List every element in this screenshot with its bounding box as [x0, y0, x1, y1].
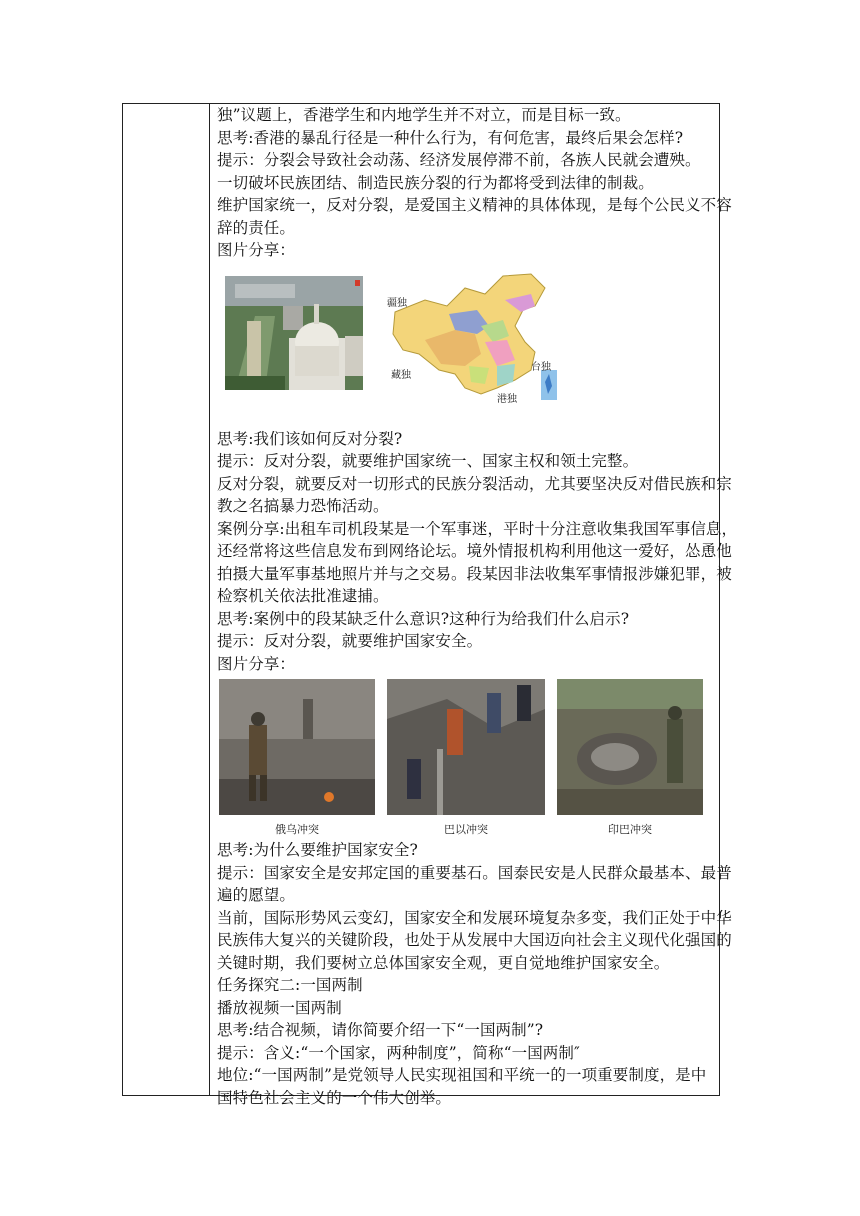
- text-line: 独”议题上，香港学生和内地学生并不对立，而是目标一致。: [217, 106, 631, 124]
- map-label-tibet: 藏独: [391, 369, 411, 381]
- text-line: 民族伟大复兴的关键阶段，也处于从发展中大国迈向社会主义现代化强国的: [217, 931, 732, 949]
- text-line: 当前，国际形势风云变幻，国家安全和发展环境复杂多变，我们正处于中华: [217, 908, 732, 927]
- israel-palestine-photo: [387, 679, 545, 815]
- russia-ukraine-photo: [219, 679, 375, 815]
- text-line: 辞的责任。: [217, 218, 296, 237]
- text-line: 检察机关依法批准逮捕。: [217, 587, 389, 605]
- text-line: 教之名搞暴力恐怖活动。: [217, 497, 389, 515]
- text-line: 图片分享：: [217, 654, 296, 673]
- text-line: 还经常将这些信息发布到网络论坛。境外情报机构利用他这一爱好，怂恿他: [217, 542, 732, 560]
- map-label-xinjiang: 疆独: [387, 297, 407, 309]
- caption-russia-ukraine: 俄乌冲突: [275, 823, 319, 836]
- text-block-1: [217, 104, 732, 262]
- text-line: 遍的愿望。: [217, 886, 296, 904]
- table-content-cell: [217, 104, 738, 1109]
- text-line: 思考:为什么要维护国家安全?: [217, 841, 418, 859]
- china-separatism-map: [385, 270, 565, 408]
- text-line: 思考:案例中的段某缺乏什么意识?这种行为给我们什么启示?: [217, 609, 630, 628]
- text-line: 关键时期，我们要树立总体国家安全观，更自觉地维护国家安全。: [217, 953, 670, 972]
- map-label-hongkong: 港独: [497, 393, 517, 405]
- text-line: 维护国家统一，反对分裂，是爱国主义精神的具体体现，是每个公民义不容: [217, 196, 732, 214]
- image-row-2: [217, 679, 715, 839]
- india-pakistan-photo: [557, 679, 703, 815]
- section-heading: 任务探究二:一国两制: [217, 976, 363, 994]
- text-line: 播放视频一国两制: [217, 998, 342, 1017]
- text-block-3: [217, 839, 732, 1109]
- caption-israel-palestine: 巴以冲突: [444, 823, 488, 836]
- text-line: 提示：含义:“一个国家，两种制度”，简称“一国两制″: [217, 1043, 580, 1062]
- text-line: 思考:我们该如何反对分裂?: [217, 429, 403, 448]
- text-line: 思考:结合视频，请你简要介绍一下“一国两制”?: [217, 1021, 544, 1039]
- text-line: 图片分享：: [217, 241, 296, 259]
- table-left-column: [123, 104, 210, 1095]
- text-line: 提示：反对分裂，就要维护国家统一、国家主权和领土完整。: [217, 452, 639, 470]
- text-line: 拍摄大量军事基地照片并与之交易。段某因非法收集军事情报涉嫌犯罪，被: [217, 564, 732, 583]
- text-line: 反对分裂，就要反对一切形式的民族分裂活动，尤其要坚决反对借民族和宗: [217, 474, 732, 493]
- map-label-taiwan: 台独: [531, 361, 551, 373]
- text-line: 提示：反对分裂，就要维护国家安全。: [217, 632, 483, 650]
- text-line: 国特色社会主义的一个伟大创举。: [217, 1088, 452, 1107]
- text-line: 思考:香港的暴乱行径是一种什么行为，有何危害，最终后果会怎样?: [217, 128, 684, 147]
- capitol-photo: [225, 276, 363, 390]
- lesson-table: [122, 103, 738, 1107]
- text-line: 一切破坏民族团结、制造民族分裂的行为都将受到法律的制裁。: [217, 173, 654, 192]
- text-line: 地位:“一国两制”是党领导人民实现祖国和平统一的一项重要制度，是中: [217, 1066, 707, 1084]
- text-line: 提示：国家安全是安邦定国的重要基石。国泰民安是人民群众最基本、最普: [217, 863, 732, 882]
- caption-india-pakistan: 印巴冲突: [608, 823, 652, 836]
- image-row-1: [217, 276, 715, 416]
- text-line: 提示：分裂会导致社会动荡、经济发展停滞不前，各族人民就会遭殃。: [217, 151, 701, 169]
- text-block-2: [217, 428, 738, 676]
- text-line: 案例分享:出租车司机段某是一个军事迷，平时十分注意收集我国军事信息，: [217, 519, 738, 538]
